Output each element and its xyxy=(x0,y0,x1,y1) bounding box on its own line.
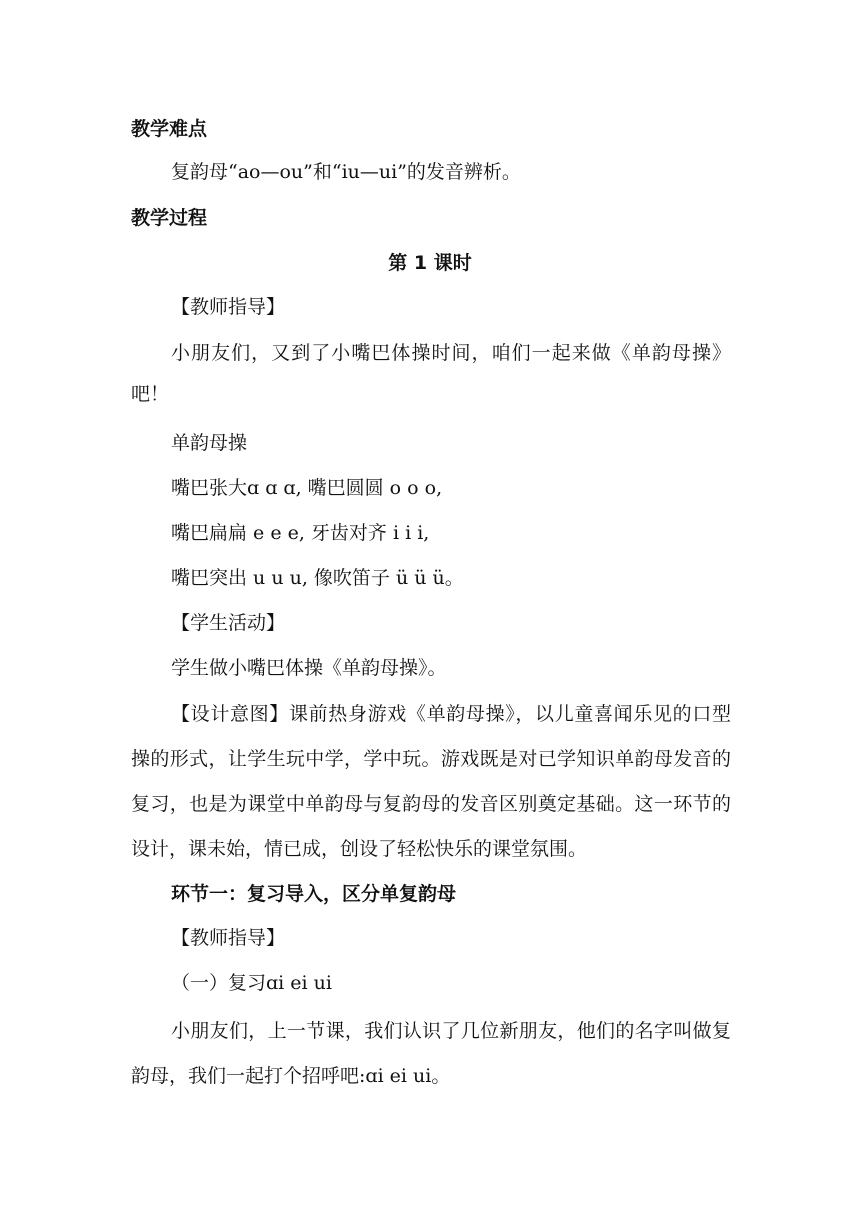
design-intent-label: 【设计意图】 xyxy=(171,703,289,725)
review-paragraph: 小朋友们，上一节课，我们认识了几位新朋友，他们的名字叫做复韵母，我们一起打个招呼吧:ɑi ei ui。 xyxy=(131,1020,731,1087)
design-intent-text: 课前热身游戏《单韵母操》，以儿童喜闻乐见的口型操的形式，让学生玩中学，学中玩。游戏既是对已学知识单韵母发音的复习，也是为课堂中单韵母与复韵母的发音区别奠定基础。这一环节的设计，课未始，情已成，创设了轻松快乐的课堂氛围。 xyxy=(131,703,731,860)
design-intent-paragraph xyxy=(131,692,731,872)
section-one-heading: 环节一：复习导入，区分单复韵母 xyxy=(171,883,457,905)
student-activity-label: 【学生活动】 xyxy=(171,612,286,634)
difficulty-heading: 教学难点 xyxy=(131,118,208,140)
exercise-line: 嘴巴扁扁 e e e, 牙齿对齐 i i i, xyxy=(171,522,430,544)
exercise-line: 嘴巴张大ɑ ɑ ɑ, 嘴巴圆圆 o o o, xyxy=(171,477,443,499)
process-heading: 教学过程 xyxy=(131,207,208,229)
teacher-guide-label: 【教师指导】 xyxy=(171,927,286,949)
exercise-title: 单韵母操 xyxy=(171,432,248,454)
intro-paragraph: 小朋友们，又到了小嘴巴体操时间，咱们一起来做《单韵母操》吧！ xyxy=(131,342,731,405)
review-item: （一）复习ɑi ei ui xyxy=(171,972,332,994)
difficulty-text: 复韵母“ao—ou”和“iu—ui”的发音辨析。 xyxy=(171,161,521,183)
exercise-line: 嘴巴突出 u u u, 像吹笛子 ü ü ü。 xyxy=(171,567,464,589)
student-activity-text: 学生做小嘴巴体操《单韵母操》。 xyxy=(171,657,447,679)
teacher-guide-label: 【教师指导】 xyxy=(171,296,286,318)
lesson-title: 第 1 课时 xyxy=(388,252,472,274)
